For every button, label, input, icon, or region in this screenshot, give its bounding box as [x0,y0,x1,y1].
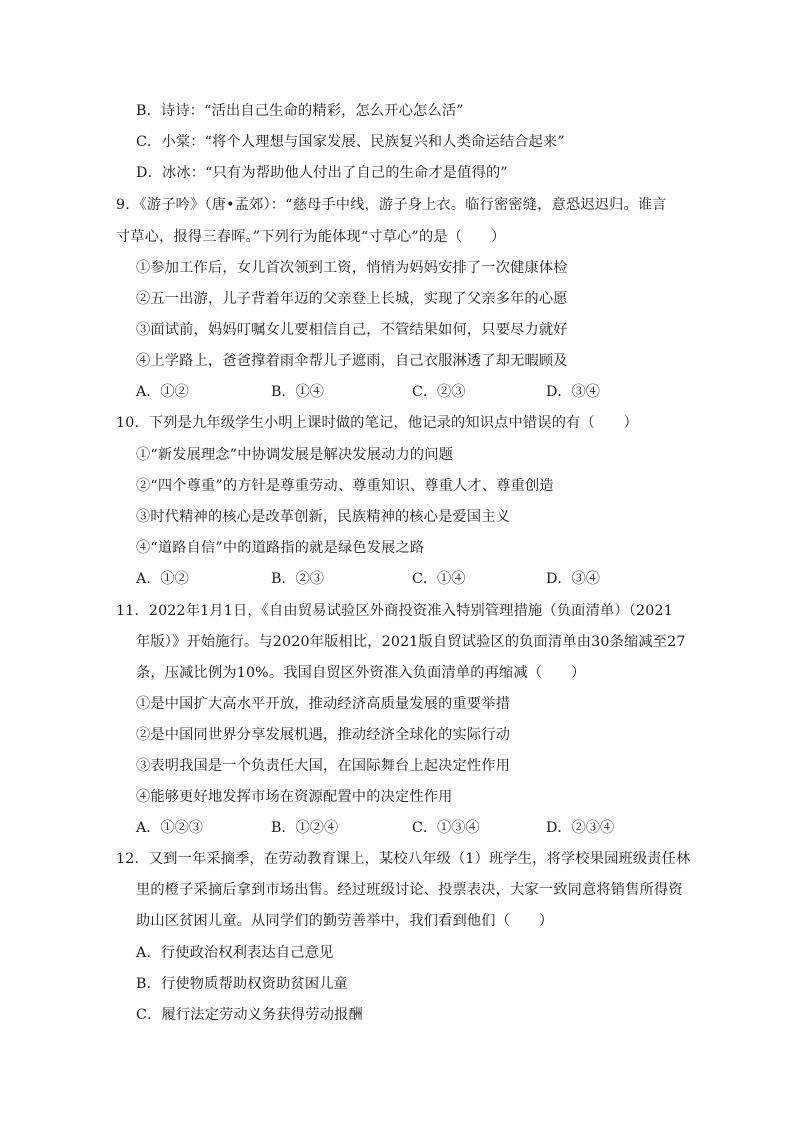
q9-choice-a[interactable]: A．①② [136,384,189,400]
q10-choice-b[interactable]: B．②③ [271,571,324,587]
q12-option-a[interactable]: A．行使政治权利表达自己意见 [136,945,334,961]
q9-item-1: ①参加工作后，女儿首次领到工资，悄悄为妈妈安排了一次健康体检 [136,260,568,276]
q8-option-d: D．冰冰：“只有为帮助他人付出了自己的生命才是值得的” [136,165,508,181]
q11-item-1: ①是中国扩大高水平开放，推动经济高质量发展的重要举措 [136,696,511,712]
q11-item-2: ②是中国同世界分享发展机遇，推动经济全球化的实际行动 [136,727,511,743]
q11-choice-c[interactable]: C．①③④ [412,820,480,836]
q11-choice-b[interactable]: B．①②④ [271,820,339,836]
q9-choice-b[interactable]: B．①④ [271,384,324,400]
q11-stem-line3: 条，压减比例为10%。我国自贸区外资准入负面清单的再缩减（ ） [136,665,586,681]
q9-stem-line2: 寸草心，报得三春晖。”下列行为能体现“寸草心”的是（ ） [116,229,506,245]
q12-stem-line2: 里的橙子采摘后拿到市场出售。经过班级讨论、投票表决，大家一致同意将销售所得资 [136,882,683,898]
q11-stem-line2: 年版）》开始施行。与2020年版相比，2021版自贸试验区的负面清单由30条缩减至27 [136,634,686,650]
q10-item-1: ①“新发展理念”中协调发展是解决发展动力的问题 [136,447,454,463]
q12-stem-line3: 助山区贫困儿童。从同学们的勤劳善举中，我们看到他们（ ） [136,913,554,929]
q10-item-3: ③时代精神的核心是改革创新，民族精神的核心是爱国主义 [136,509,511,525]
q10-choice-c[interactable]: C．①④ [412,571,466,587]
q9-item-4: ④上学路上，爸爸撑着雨伞帮儿子遮雨，自己衣服淋透了却无暇顾及 [136,353,568,369]
q9-choice-c[interactable]: C．②③ [412,384,466,400]
q10-choice-a[interactable]: A．①② [136,571,189,587]
q12-option-c[interactable]: C．履行法定劳动义务获得劳动报酬 [136,1007,363,1023]
q12-option-b[interactable]: B．行使物质帮助权资助贫困儿童 [136,976,349,992]
q11-item-3: ③表明我国是一个负责任大国，在国际舞台上起决定性作用 [136,758,511,774]
q11-choice-a[interactable]: A．①②③ [136,820,203,836]
q11-stem-line1: 11．2022年1月1日，《自由贸易试验区外商投资准入特别管理措施（负面清单）（2021 [116,603,673,619]
q11-choice-d[interactable]: D．②③④ [546,820,615,836]
q9-item-2: ②五一出游，儿子背着年迈的父亲登上长城，实现了父亲多年的心愿 [136,291,568,307]
q10-item-4: ④“道路自信”中的道路指的就是绿色发展之路 [136,540,425,556]
q9-item-3: ③面试前，妈妈叮嘱女儿要相信自己，不管结果如何，只要尽力就好 [136,322,568,338]
q8-option-c: C．小棠：“将个人理想与国家发展、民族复兴和人类命运结合起来” [136,134,565,150]
q10-stem-line1: 10．下列是九年级学生小明上课时做的笔记，他记录的知识点中错误的有（ ） [116,415,639,431]
q9-choice-d[interactable]: D．③④ [546,384,600,400]
q9-stem-line1: 9．《游子吟》（唐•孟郊）：“慈母手中线，游子身上衣。临行密密缝，意恐迟迟归。谁言 [116,197,667,213]
q11-item-4: ④能够更好地发挥市场在资源配置中的决定性作用 [136,789,453,805]
q12-stem-line1: 12．又到一年采摘季，在劳动教育课上，某校八年级（1）班学生，将学校果园班级责任林 [116,851,691,867]
q8-option-b: B．诗诗：“活出自己生命的精彩，怎么开心怎么活” [136,103,464,119]
q10-choice-d[interactable]: D．③④ [546,571,600,587]
q10-item-2: ②“四个尊重”的方针是尊重劳动、尊重知识、尊重人才、尊重创造 [136,478,554,494]
